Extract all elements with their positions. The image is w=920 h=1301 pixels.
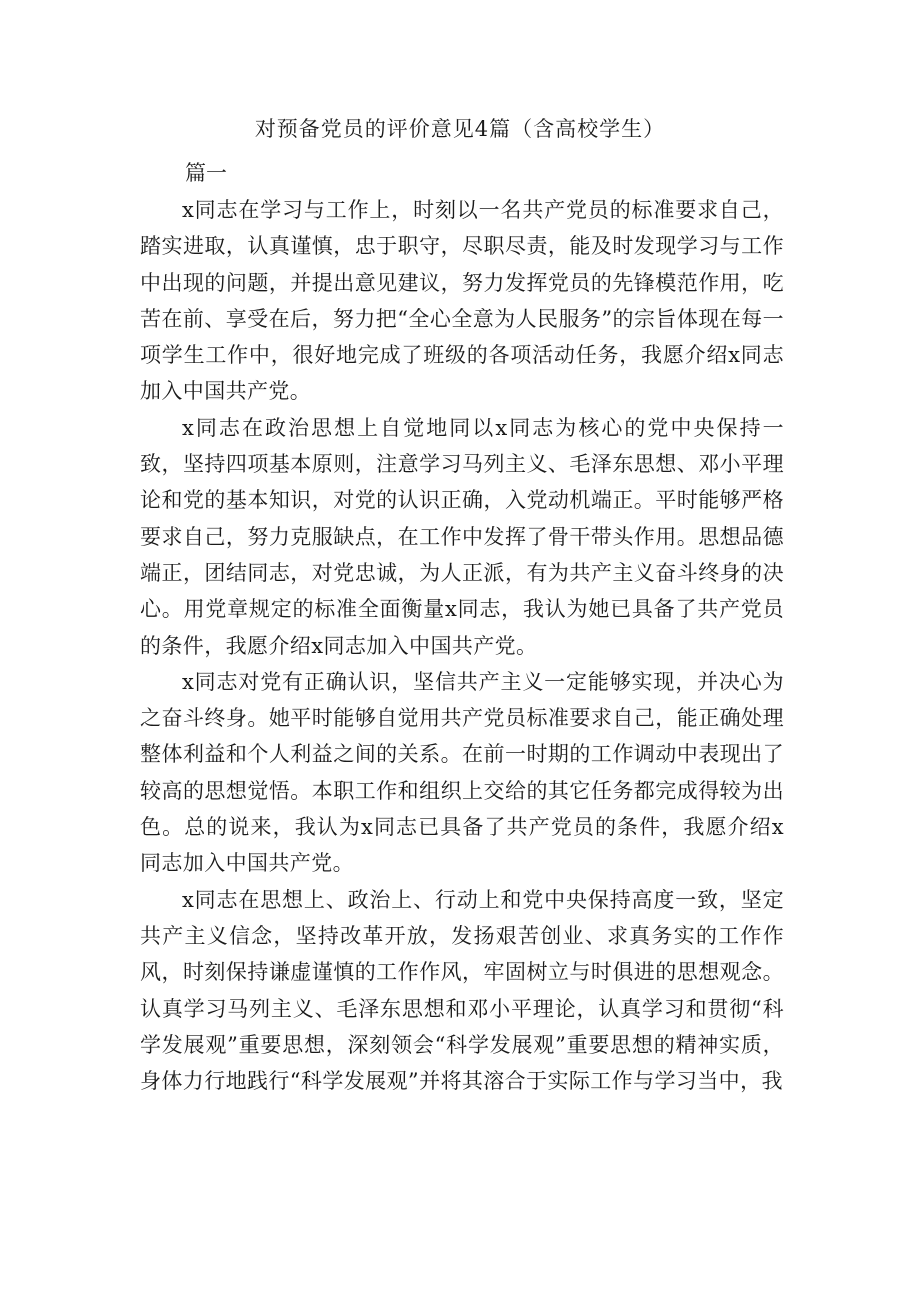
- document-body: [140, 192, 784, 1099]
- paragraph: x同志在学习与工作上，时刻以一名共产党员的标准要求自己，踏实进取，认真谨慎，忠于职守，尽职尽责，能及时发现学习与工作中出现的问题，并提出意见建议，努力发挥党员的先锋模范作用，吃苦在前、享受在后，努力把“全心全意为人民服务”的宗旨体现在每一项学生工作中，很好地完成了班级的各项活动任务，我愿介绍x同志加入中国共产党。: [140, 198, 784, 404]
- section-label: 篇一: [185, 161, 227, 185]
- paragraph: x同志在政治思想上自觉地同以x同志为核心的党中央保持一致，坚持四项基本原则，注意学习马列主义、毛泽东思想、邓小平理论和党的基本知识，对党的认识正确，入党动机端正。平时能够严格要求自己，努力克服缺点，在工作中发挥了骨干带头作用。思想品德端正，团结同志，对党忠诚，为人正派，有为共产主义奋斗终身的决心。用党章规定的标准全面衡量x同志，我认为她已具备了共产党员的条件，我愿介绍x同志加入中国共产党。: [140, 415, 784, 658]
- paragraph: x同志在思想上、政治上、行动上和党中央保持高度一致，坚定共产主义信念，坚持改革开放，发扬艰苦创业、求真务实的工作作风，时刻保持谦虚谨慎的工作作风，牢固树立与时俱进的思想观念。认真学习马列主义、毛泽东思想和邓小平理论，认真学习和贯彻“科学发展观”重要思想，深刻领会“科学发展观”重要思想的精神实质，身体力行地践行“科学发展观”并将其溶合于实际工作与学习当中，我: [140, 887, 784, 1094]
- paragraph: x同志对党有正确认识，坚信共产主义一定能够实现，并决心为之奋斗终身。她平时能够自觉用共产党员标准要求自己，能正确处理整体利益和个人利益之间的关系。在前一时期的工作调动中表现出了较高的思想觉悟。本职工作和组织上交给的其它任务都完成得较为出色。总的说来，我认为x同志已具备了共产党员的条件，我愿介绍x同志加入中国共产党。: [140, 669, 784, 876]
- document-title: 对预备党员的评价意见4篇（含高校学生）: [254, 117, 666, 141]
